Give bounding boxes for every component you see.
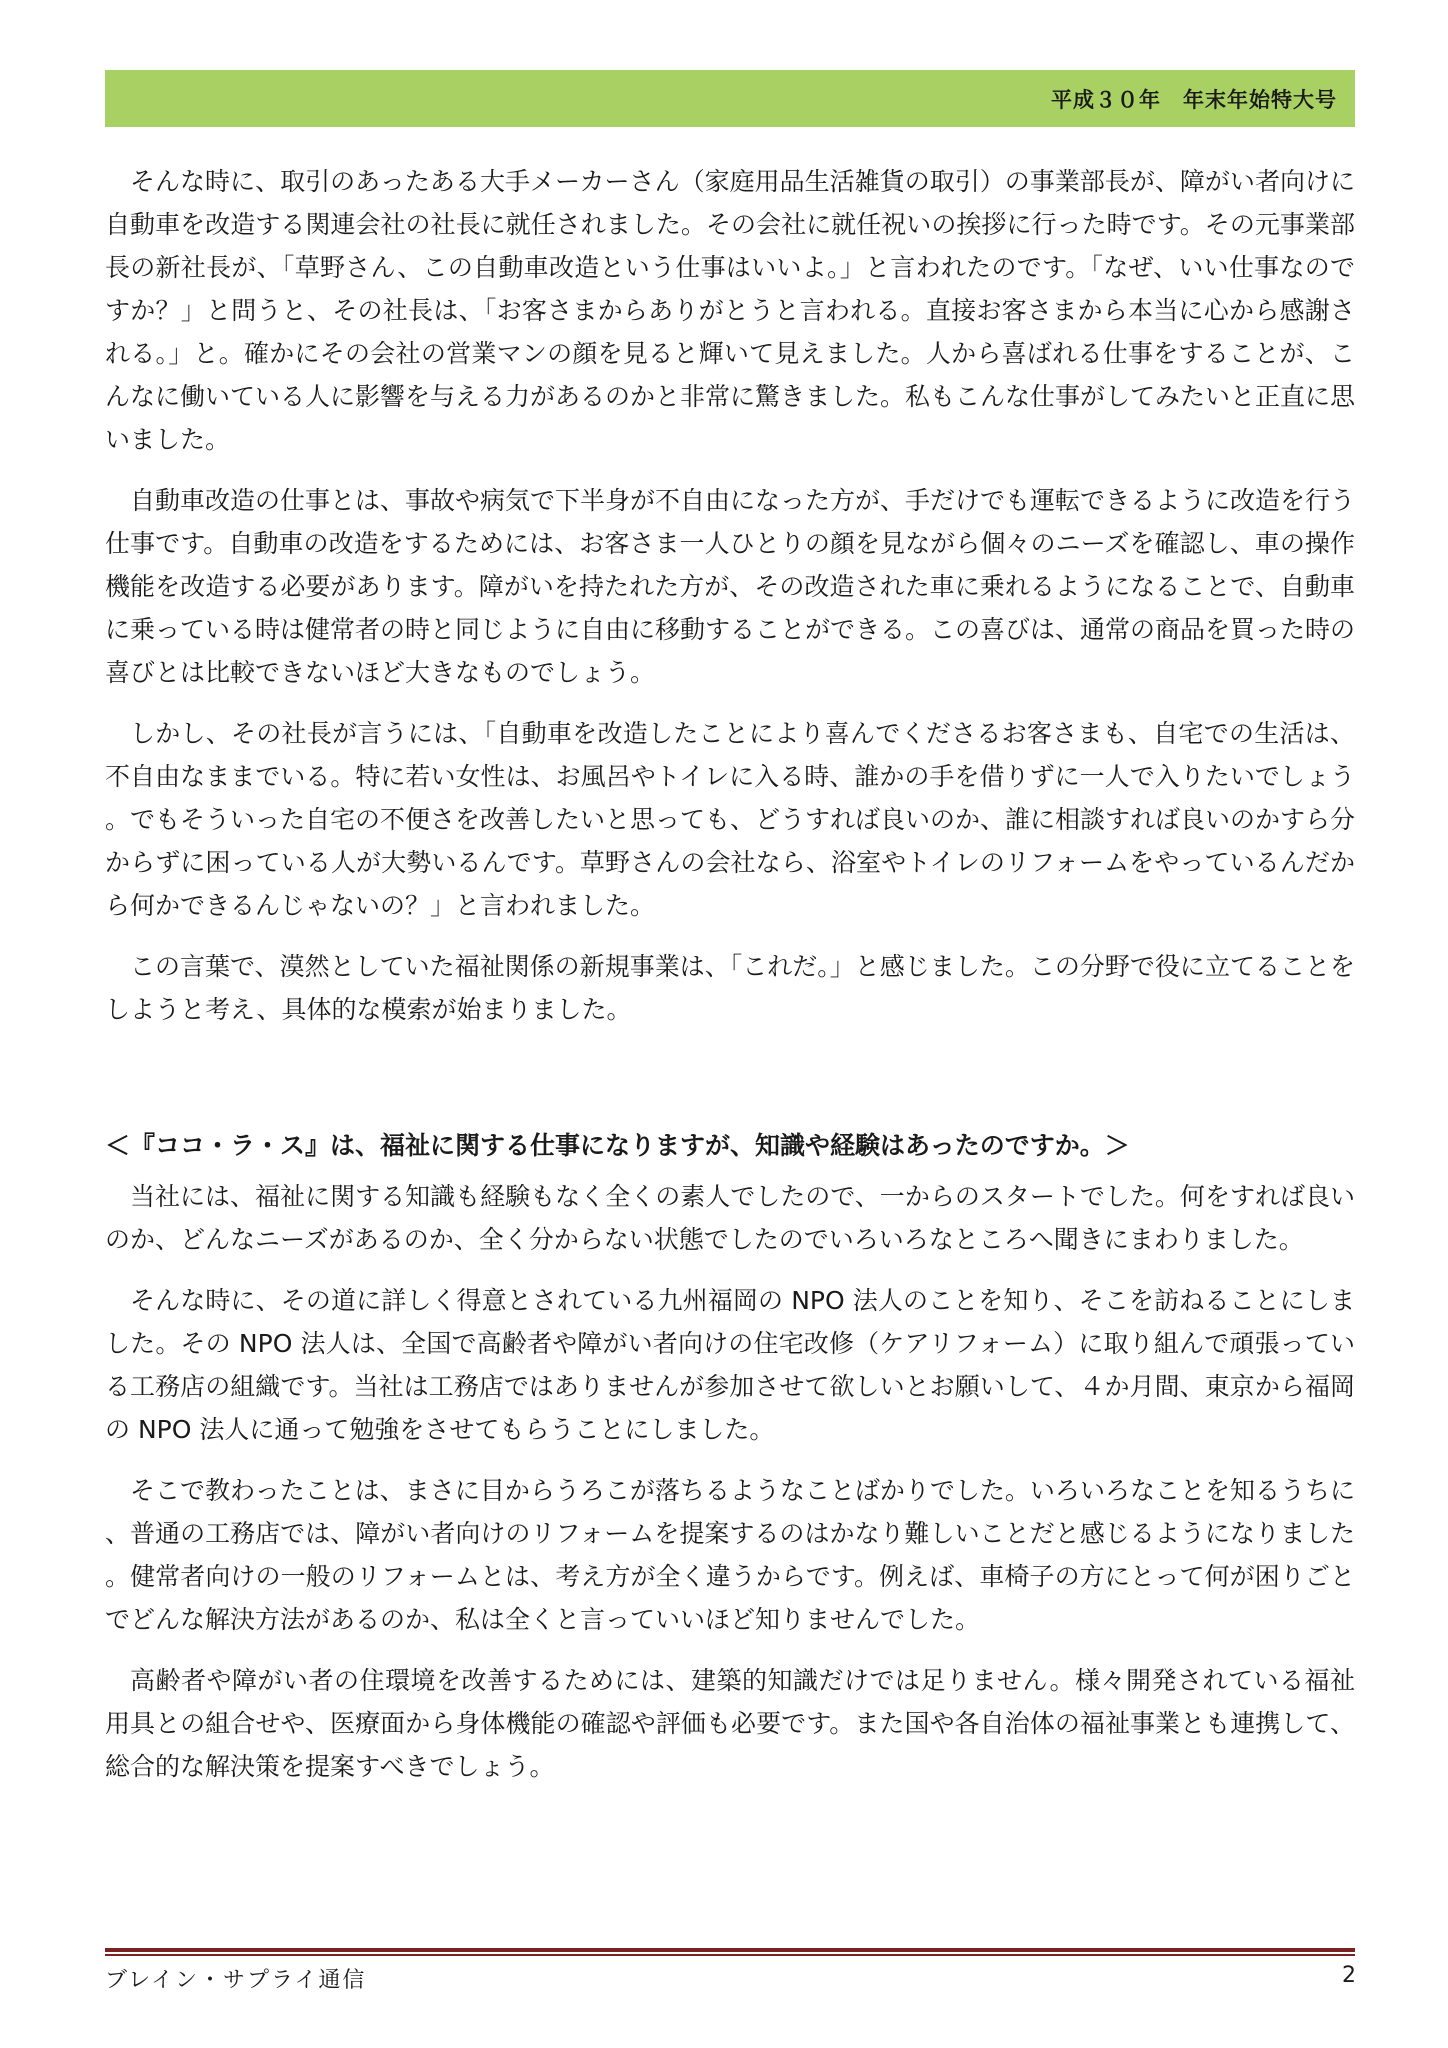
footer-divider — [105, 1948, 1355, 1956]
article-body — [105, 160, 1355, 1806]
paragraph: しかし、その社長が言うには、「自動車を改造したことにより喜んでくださるお客さまも、自宅での生活は、不自由なままでいる。特に若い女性は、お風呂やトイレに入る時、誰かの手を借りずに一人で入りたいでしょう。でもそういった自宅の不便さを改善したいと思っても、どうすれば良いのか、誰に相談すれば良いのかすら分からずに困っている人が大勢いるんです。草野さんの会社なら、浴室やトイレのリフォームをやっているんだから何かできるんじゃないの？」と言われました。 — [105, 719, 1356, 920]
paragraph: そこで教わったことは、まさに目からうろこが落ちるようなことばかりでした。いろいろなことを知るうちに、普通の工務店では、障がい者向けのリフォームを提案するのはかなり難しいことだと感じるようになりました。健常者向けの一般のリフォームとは、考え方が全く違うからです。例えば、車椅子の方にとって何が困りごとでどんな解決方法があるのか、私は全くと言っていいほど知りませんでした。 — [105, 1476, 1355, 1634]
paragraph: 当社には、福祉に関する知識も経験もなく全くの素人でしたので、一からのスタートでした。何をすれば良いのか、どんなニーズがあるのか、全く分からない状態でしたのでいろいろなところへ聞きにまわりました。 — [105, 1182, 1355, 1254]
header-bar — [105, 70, 1355, 127]
publication-name: ブレイン・サプライ通信 — [105, 1968, 367, 1993]
paragraph: 自動車改造の仕事とは、事故や病気で下半身が不自由になった方が、手だけでも運転できるように改造を行う仕事です。自動車の改造をするためには、お客さま一人ひとりの顔を見ながら個々のニーズを確認し、車の操作機能を改造する必要があります。障がいを持たれた方が、その改造された車に乗れるようになることで、自動車に乗っている時は健常者の時と同じように自由に移動することができる。この喜びは、通常の商品を買った時の喜びとは比較できないほど大きなものでしょう。 — [105, 486, 1356, 687]
section-spacer — [105, 1049, 1355, 1124]
section-heading: ＜『ココ・ラ・ス』は、福祉に関する仕事になりますが、知識や経験はあったのですか。＞ — [105, 1131, 1130, 1160]
paragraph: この言葉で、漠然としていた福祉関係の新規事業は、「これだ。」と感じました。この分野で役に立てることをしようと考え、具体的な模索が始まりました。 — [105, 952, 1355, 1024]
paragraph: 高齢者や障がい者の住環境を改善するためには、建築的知識だけでは足りません。様々開発されている福祉用具との組合せや、医療面から身体機能の確認や評価も必要です。また国や各自治体の福祉事業とも連携して、総合的な解決策を提案すべきでしょう。 — [105, 1666, 1355, 1781]
paragraph: そんな時に、その道に詳しく得意とされている九州福岡の NPO 法人のことを知り、そこを訪ねることにしました。その NPO 法人は、全国で高齢者や障がい者向けの住宅改修（ケアリフォーム）に取り組んで頑張っている工務店の組織です。当社は工務店ではありませんが参加させて欲しいとお願いして、４か月間、東京から福岡の NPO 法人に通って勉強をさせてもらうことにしました。 — [105, 1286, 1355, 1444]
paragraph: そんな時に、取引のあったある大手メーカーさん（家庭用品生活雑貨の取引）の事業部長が、障がい者向けに自動車を改造する関連会社の社長に就任されました。その会社に就任祝いの挨拶に行った時です。その元事業部長の新社長が、「草野さん、この自動車改造という仕事はいいよ。」と言われたのです。「なぜ、いい仕事なのですか？」と問うと、その社長は、「お客さまからありがとうと言われる。直接お客さまから本当に心から感謝される。」と。確かにその会社の営業マンの顔を見ると輝いて見えました。人から喜ばれる仕事をすることが、こんなに働いている人に影響を与える力があるのかと非常に驚きました。私もこんな仕事がしてみたいと正直に思いました。 — [105, 167, 1356, 454]
page-number: 2 — [1342, 1963, 1356, 1988]
issue-title: 平成３０年 年末年始特大号 — [1051, 87, 1337, 112]
